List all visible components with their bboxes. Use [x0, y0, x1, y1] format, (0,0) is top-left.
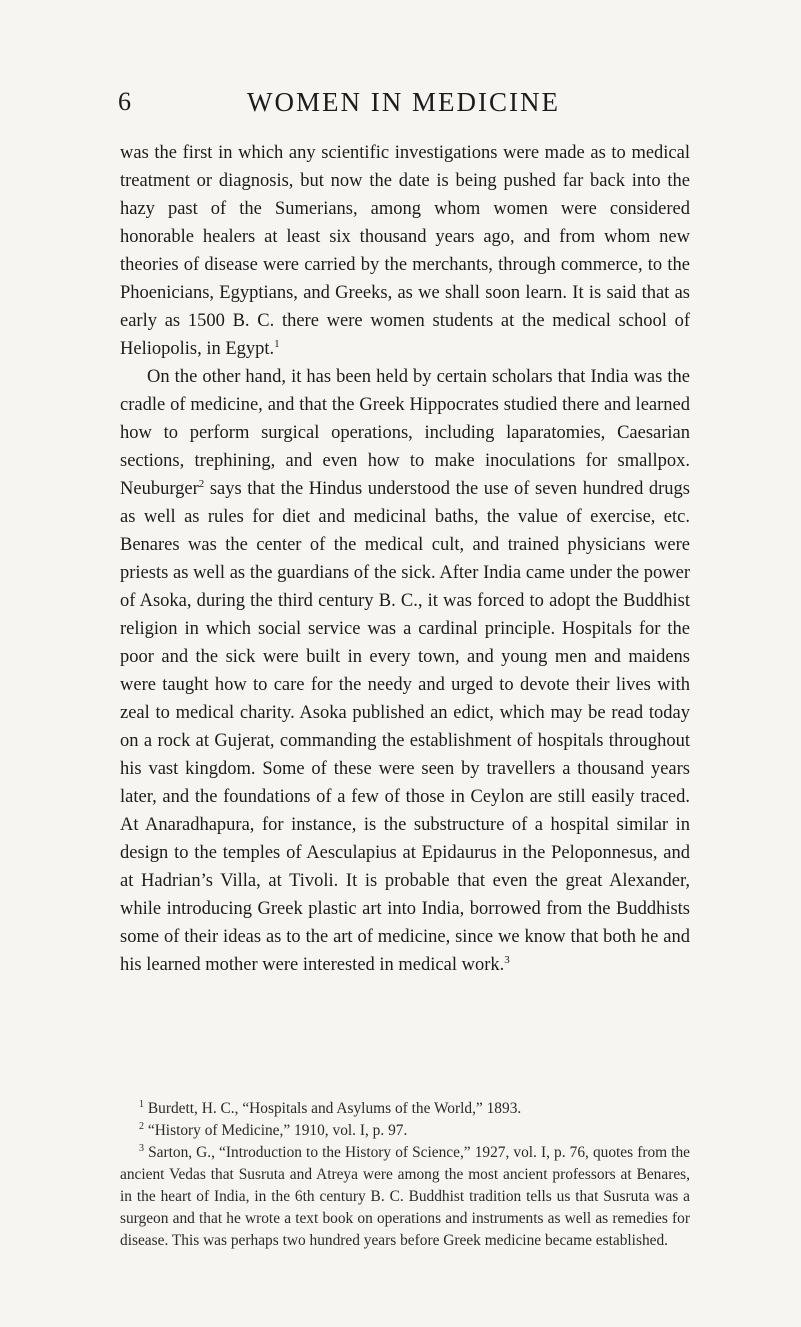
paragraph-text: was the first in which any scientific investigations were made as to medical treatment or diagnosis, but now the date is being pushed far back into the hazy past of the Sumerians, among whom women were considered honorable healers at least six thousand years ago, and from whom new theories of disease were carried by the merchants, through commerce, to the Phoenicians, Egyptians, and Greeks, as we shall soon learn. It is said that as early as 1500 B. C. there were women students at the medical school of Heliopolis, in Egypt.: [120, 143, 690, 359]
footnote-text: Sarton, G., “Introduction to the History of Science,” 1927, vol. I, p. 76, quotes from the ancient Vedas that Susruta and Atreya were among the most ancient professors at Benares, in the heart of India, in the 6th century B. C. Buddhist tradition tells us that Susruta was a surgeon and that he wrote a text book on operations and instruments as well as remedies for disease. This was perhaps two hundred years before Greek medicine became established.: [120, 1144, 690, 1249]
paragraph: [120, 363, 690, 979]
paragraph-text: says that the Hindus understood the use of seven hundred drugs as well as rules for diet and medicinal baths, the value of exercise, etc. Benares was the center of the medical cult, and trained physicians were priests as well as the guardians of the sick. After India came under the power of Asoka, during the third century B. C., it was forced to adopt the Buddhist religion in which social service was a cardinal principle. Hospitals for the poor and the sick were built in every town, and young men and maidens were taught how to care for the needy and urged to devote their lives with zeal to medical charity. Asoka published an edict, which may be read today on a rock at Gujerat, commanding the establishment of hospitals throughout his vast kingdom. Some of these were seen by travellers a thousand years later, and the foundations of a few of those in Ceylon are still easily traced. At Anaradhapura, for instance, is the substructure of a hospital similar in design to the temples of Aesculapius at Epidaurus in the Peloponnesus, and at Hadrian’s Villa, at Tivoli. It is probable that even the great Alexander, while introducing Greek plastic art into India, borrowed from the Buddhists some of their ideas as to the art of medicine, since we know that both he and his learned mother were interested in medical work.: [120, 479, 690, 975]
page-number: 6: [118, 87, 131, 116]
footnote-marker: 2: [139, 1120, 144, 1132]
footnote-ref: 3: [504, 954, 510, 967]
page-header: [0, 84, 801, 120]
footnote-ref: 2: [198, 478, 205, 491]
body-text: [120, 139, 690, 979]
footnote: [120, 1098, 690, 1120]
footnote-text: Burdett, H. C., “Hospitals and Asylums of the World,” 1893.: [147, 1100, 522, 1117]
paragraph: [120, 139, 690, 363]
footnote-text: “History of Medicine,” 1910, vol. I, p. 97.: [147, 1122, 408, 1139]
footnote-ref: 1: [274, 338, 280, 351]
running-title: WOMEN IN MEDICINE: [247, 87, 560, 117]
footnote: [120, 1120, 690, 1142]
footnote: [120, 1142, 690, 1252]
paragraph-text: On the other hand, it has been held by certain scholars that India was the cradle of medicine, and that the Greek Hippocrates studied there and learned how to perform surgical operations, including laparatomies, Caesarian sections, trephining, and even how to make inoculations for smallpox. Neuburger: [120, 367, 690, 499]
footnote-marker: 1: [139, 1098, 144, 1110]
footnotes: [120, 1098, 690, 1252]
footnote-marker: 3: [139, 1142, 144, 1154]
